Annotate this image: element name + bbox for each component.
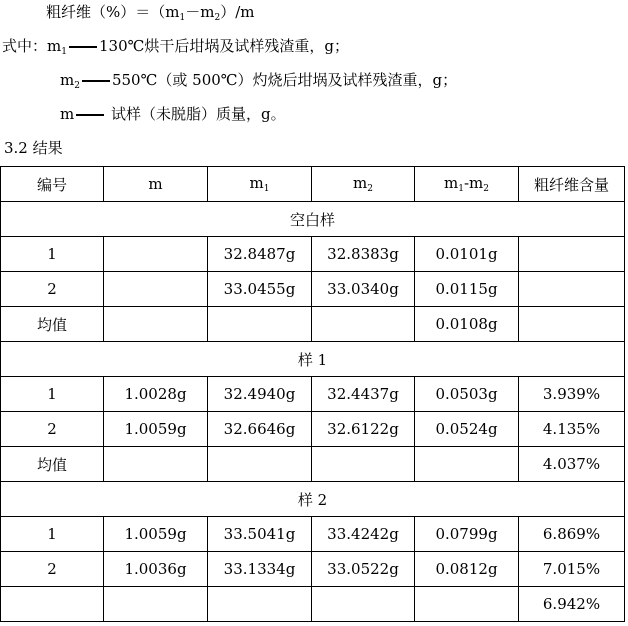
table-row: 2 1.0059g 32.6646g 32.6122g 0.0524g 4.135% [1,412,625,447]
header-m2: $m_2$ [312,167,415,202]
definition-m: m 试样（未脱脂）质量，g。 [60,105,286,123]
group-title-blank: 空白样 [1,202,625,237]
table-row-average: 均值 4.037% [1,447,625,482]
header-content: 粗纤维含量 [519,167,625,202]
group-title-row [1,202,625,237]
group-title-sample1: 样 1 [1,342,625,377]
header-m1: $m_1$ [208,167,312,202]
table-row: 1 1.0028g 32.4940g 32.4437g 0.0503g 3.939% [1,377,625,412]
dash [69,46,97,48]
section-heading: 3.2 结果 [4,139,63,157]
definition-m2: $m_2$ 550℃（或 500℃）灼烧后坩埚及试样残渣重，g； [60,71,458,91]
table-row-average: 均值 0.0108g [1,307,625,342]
definition-intro: 式中： [2,37,48,55]
header-row [1,167,625,202]
table-row: 1 1.0059g 33.5041g 33.4242g 0.0799g 6.869% [1,517,625,552]
group-title-row [1,482,625,517]
dash [76,114,104,116]
table-row: 1 32.8487g 32.8383g 0.0101g [1,237,625,272]
group-title-sample2: 样 2 [1,482,625,517]
dash [82,80,110,82]
table-row: 2 33.0455g 33.0340g 0.0115g [1,272,625,307]
header-no: 编号 [1,167,104,202]
results-table [0,166,625,622]
table-row: 2 1.0036g 33.1334g 33.0522g 0.0812g 7.015% [1,552,625,587]
table-row-average: 6.942% [1,587,625,622]
header-m: m [104,167,208,202]
definition-m1: 式中：$m_1$ 130℃烘干后坩埚及试样残渣重，g； [2,37,349,57]
group-title-row [1,342,625,377]
formula: 粗纤维$(\%)=(m_1-m_2)/m$ [46,3,255,23]
header-diff: $m_1-m_2$ [415,167,519,202]
